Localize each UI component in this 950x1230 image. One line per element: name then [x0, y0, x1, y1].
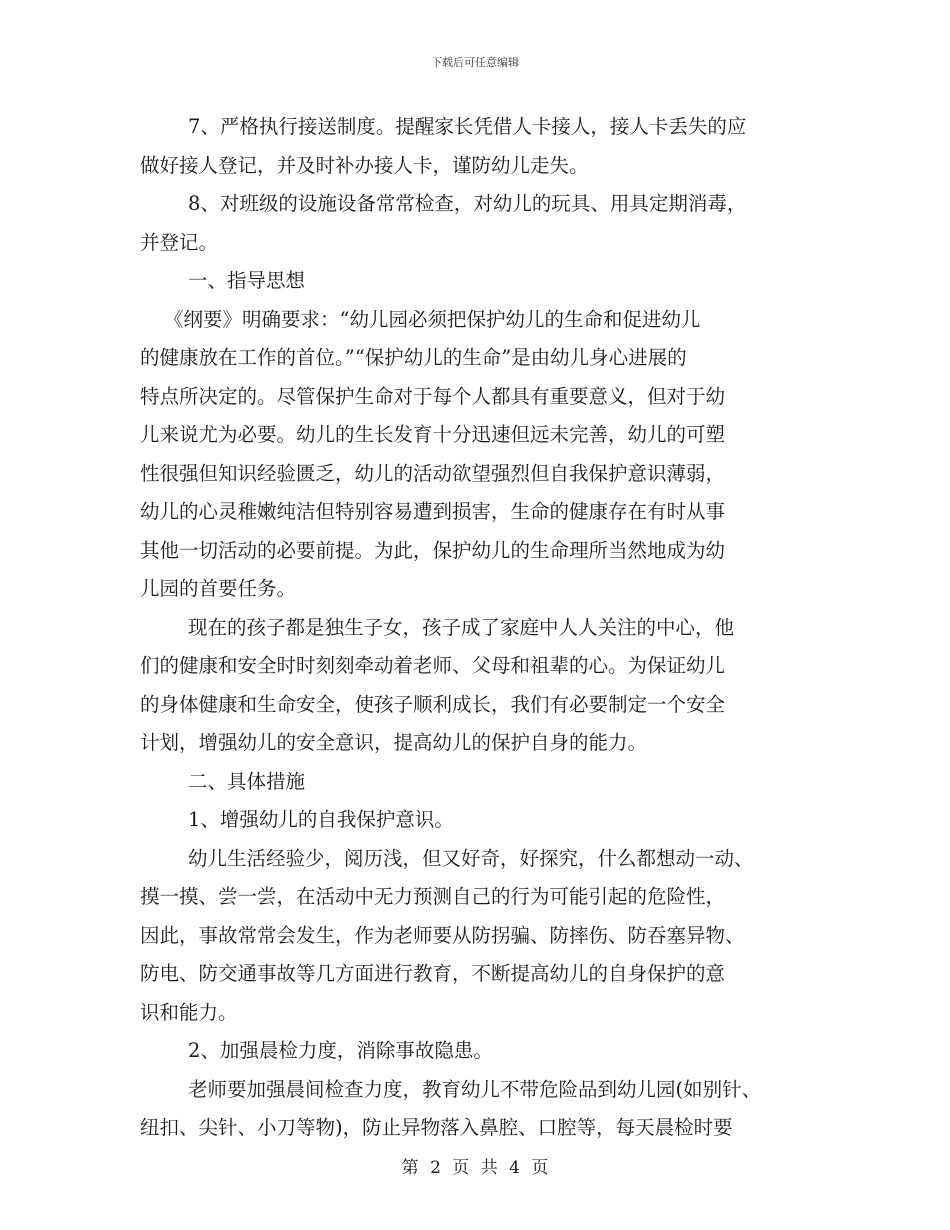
- text-line: 8、对班级的设施设备常常检查，对幼儿的玩具、用具定期消毒，: [188, 192, 747, 215]
- text-line: 做好接人登记，并及时补办接人卡，谨防幼儿走失。: [140, 153, 589, 177]
- text-line: 性很强但知识经验匮乏，幼儿的活动欲望强烈但自我保护意识薄弱，: [140, 461, 726, 485]
- text-line: 儿园的首要任务。: [140, 577, 297, 600]
- text-line: 计划，增强幼儿的安全意识，提高幼儿的保护自身的能力。: [140, 731, 648, 754]
- text-line: 老师要加强晨间检查力度，教育幼儿不带危险品到幼儿园(如别针、: [188, 1077, 762, 1101]
- text-line: 儿来说尤为必要。幼儿的生长发育十分迅速但远未完善，幼儿的可塑: [140, 423, 726, 446]
- text-line: 7、严格执行接送制度。提醒家长凭借人卡接人，接人卡丢失的应: [188, 115, 747, 138]
- text-line: 二、具体措施: [188, 769, 306, 793]
- text-line: 纽扣、尖针、小刀等物)，防止异物落入鼻腔、口腔等，每天晨检时要: [140, 1116, 733, 1139]
- page-header: 下载后可任意编辑: [431, 56, 519, 69]
- text-line: 的健康放在工作的首位。”“保护幼儿的生命”是由幼儿身心进展的: [140, 346, 687, 369]
- text-line: 的身体健康和生命安全，使孩子顺利成长，我们有必要制定一个安全: [140, 692, 726, 716]
- text-line: 《纲要》明确要求：“幼儿园必须把保护幼儿的生命和促进幼儿: [164, 307, 701, 331]
- page-footer: 第 2 页 共 4 页: [401, 1158, 549, 1178]
- text-line: 并登记。: [140, 230, 219, 254]
- text-line: 其他一切活动的必要前提。为此，保护幼儿的生命理所当然地成为幼: [140, 538, 726, 562]
- text-line: 现在的孩子都是独生子女，孩子成了家庭中人人关注的中心，他: [188, 615, 735, 639]
- text-line: 幼儿生活经验少，阅历浅，但又好奇，好探究，什么都想动一动、: [188, 846, 754, 870]
- text-line: 2、加强晨检力度，消除事故隐患。: [188, 1039, 493, 1062]
- text-line: 防电、防交通事故等几方面进行教育，不断提高幼儿的自身保护的意: [140, 962, 726, 985]
- text-line: 因此，事故常常会发生，作为老师要从防拐骗、防摔伤、防吞塞异物、: [140, 923, 745, 947]
- text-line: 摸一摸、尝一尝，在活动中无力预测自己的行为可能引起的危险性，: [140, 885, 726, 908]
- text-line: 1、增强幼儿的自我保护意识。: [188, 808, 454, 831]
- text-line: 特点所决定的。尽管保护生命对于每个人都具有重要意义，但对于幼: [140, 384, 726, 408]
- document-body: [140, 108, 820, 1148]
- text-line: 一、指导思想: [188, 269, 306, 292]
- text-line: 识和能力。: [140, 1000, 238, 1024]
- text-line: 幼儿的心灵稚嫩纯洁但特别容易遭到损害，生命的健康存在有时从事: [140, 500, 726, 523]
- text-line: 们的健康和安全时时刻刻牵动着老师、父母和祖辈的心。为保证幼儿: [140, 654, 726, 677]
